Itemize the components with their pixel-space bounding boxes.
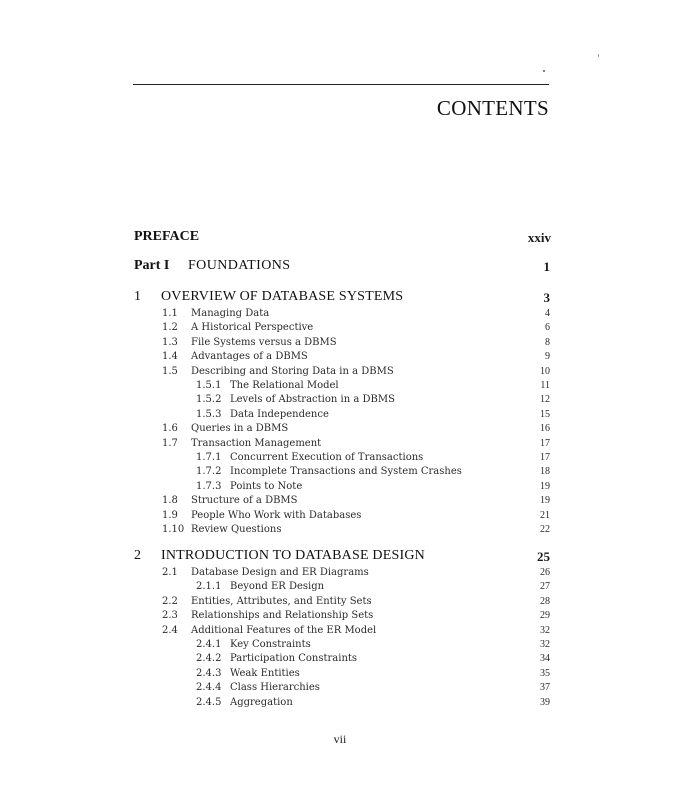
subsection-number: 2.1.1 bbox=[196, 581, 222, 593]
section-page: 19 bbox=[540, 480, 550, 492]
section-page: 35 bbox=[540, 667, 550, 679]
section-page: 29 bbox=[540, 610, 550, 622]
section-title: Review Questions bbox=[191, 524, 282, 535]
subsection-title: Participation Constraints bbox=[230, 653, 358, 665]
section-page: 12 bbox=[540, 394, 550, 406]
section-number: 1.2 bbox=[162, 322, 178, 334]
subsection-number: 1.5.3 bbox=[196, 408, 222, 420]
section-page: 39 bbox=[540, 696, 550, 708]
section-page: 15 bbox=[540, 408, 550, 420]
subsection-number: 2.4.5 bbox=[196, 696, 222, 708]
section-number: 1.8 bbox=[162, 495, 178, 507]
footer-page-number: vii bbox=[333, 732, 347, 746]
chapter-number: 1 bbox=[134, 289, 141, 304]
part-page: 1 bbox=[543, 259, 550, 274]
section-title: Describing and Storing Data in a DBMS bbox=[191, 365, 394, 377]
section-page: 11 bbox=[540, 380, 550, 391]
subsection-title: Incomplete Transactions and System Crashes bbox=[230, 466, 462, 478]
section-number: 1.5 bbox=[162, 365, 178, 377]
section-page: 19 bbox=[540, 495, 550, 507]
subsection-number: 2.4.4 bbox=[196, 682, 222, 694]
section-number: 2.1 bbox=[162, 567, 178, 578]
subsection-title: Points to Note bbox=[230, 480, 303, 492]
section-page: 21 bbox=[540, 509, 550, 521]
preface-title: PREFACE bbox=[134, 229, 200, 244]
section-page: 10 bbox=[540, 365, 550, 377]
section-title: Additional Features of the ER Model bbox=[191, 624, 377, 636]
subsection-number: 1.5.1 bbox=[196, 380, 222, 391]
section-page: 17 bbox=[540, 452, 550, 463]
subsection-title: Beyond ER Design bbox=[230, 581, 325, 593]
section-number: 1.1 bbox=[162, 308, 178, 319]
section-number: 1.7 bbox=[162, 437, 178, 449]
section-title: Advantages of a DBMS bbox=[191, 351, 308, 363]
section-title: Transaction Management bbox=[191, 437, 322, 449]
section-page: 6 bbox=[545, 322, 550, 334]
section-title: People Who Work with Databases bbox=[191, 509, 362, 521]
subsection-number: 1.7.2 bbox=[196, 466, 222, 478]
section-page: 37 bbox=[540, 682, 550, 694]
section-page: 28 bbox=[540, 595, 550, 607]
section-page: 8 bbox=[545, 336, 550, 348]
section-page: 4 bbox=[545, 308, 550, 319]
section-page: 17 bbox=[540, 437, 550, 449]
header-rule bbox=[133, 84, 549, 85]
subsection-number: 2.4.3 bbox=[196, 667, 222, 679]
section-page: 22 bbox=[540, 524, 550, 535]
section-page: 16 bbox=[540, 423, 550, 435]
part-title: FOUNDATIONS bbox=[188, 258, 291, 273]
section-number: 1.3 bbox=[162, 336, 178, 348]
section-number: 1.6 bbox=[162, 423, 178, 435]
section-page: 34 bbox=[540, 653, 550, 665]
subsection-title: Data Independence bbox=[230, 408, 329, 420]
section-title: Relationships and Relationship Sets bbox=[191, 610, 374, 622]
preface-page: xxiv bbox=[527, 230, 551, 245]
section-title: A Historical Perspective bbox=[191, 322, 314, 334]
section-page: 32 bbox=[540, 639, 550, 650]
section-page: 32 bbox=[540, 624, 550, 636]
subsection-number: 2.4.1 bbox=[196, 639, 222, 650]
section-title: Database Design and ER Diagrams bbox=[191, 567, 369, 578]
chapter-page: 3 bbox=[543, 290, 550, 305]
chapter-number: 2 bbox=[134, 548, 141, 563]
section-number: 2.2 bbox=[162, 595, 178, 607]
subsection-title: Weak Entities bbox=[230, 667, 300, 679]
chapter-title: INTRODUCTION TO DATABASE DESIGN bbox=[161, 548, 425, 563]
part-label: Part I bbox=[134, 258, 170, 273]
page-title: CONTENTS bbox=[436, 96, 549, 120]
subsection-title: Class Hierarchies bbox=[230, 682, 320, 694]
subsection-title: Concurrent Execution of Transactions bbox=[230, 452, 424, 463]
scan-speck bbox=[543, 70, 545, 72]
section-page: 26 bbox=[540, 567, 550, 578]
section-number: 1.10 bbox=[162, 524, 185, 535]
subsection-number: 1.5.2 bbox=[196, 394, 222, 406]
subsection-number: 2.4.2 bbox=[196, 653, 222, 665]
subsection-title: Key Constraints bbox=[230, 639, 311, 650]
section-title: File Systems versus a DBMS bbox=[191, 336, 337, 348]
section-number: 2.3 bbox=[162, 610, 178, 622]
section-page: 18 bbox=[540, 466, 550, 478]
section-title: Queries in a DBMS bbox=[191, 423, 289, 435]
section-number: 2.4 bbox=[162, 624, 178, 636]
section-title: Entities, Attributes, and Entity Sets bbox=[191, 595, 372, 607]
section-page: 27 bbox=[540, 581, 550, 593]
subsection-title: The Relational Model bbox=[230, 380, 339, 391]
subsection-number: 1.7.1 bbox=[196, 452, 222, 463]
scan-speck bbox=[598, 54, 599, 57]
section-title: Managing Data bbox=[191, 308, 270, 319]
chapter-title: OVERVIEW OF DATABASE SYSTEMS bbox=[161, 289, 404, 304]
section-title: Structure of a DBMS bbox=[191, 495, 298, 507]
chapter-page: 25 bbox=[537, 549, 550, 564]
section-page: 9 bbox=[545, 351, 550, 363]
subsection-number: 1.7.3 bbox=[196, 480, 222, 492]
section-number: 1.4 bbox=[162, 351, 178, 363]
section-number: 1.9 bbox=[162, 509, 178, 521]
subsection-title: Levels of Abstraction in a DBMS bbox=[230, 394, 395, 406]
subsection-title: Aggregation bbox=[230, 696, 293, 708]
